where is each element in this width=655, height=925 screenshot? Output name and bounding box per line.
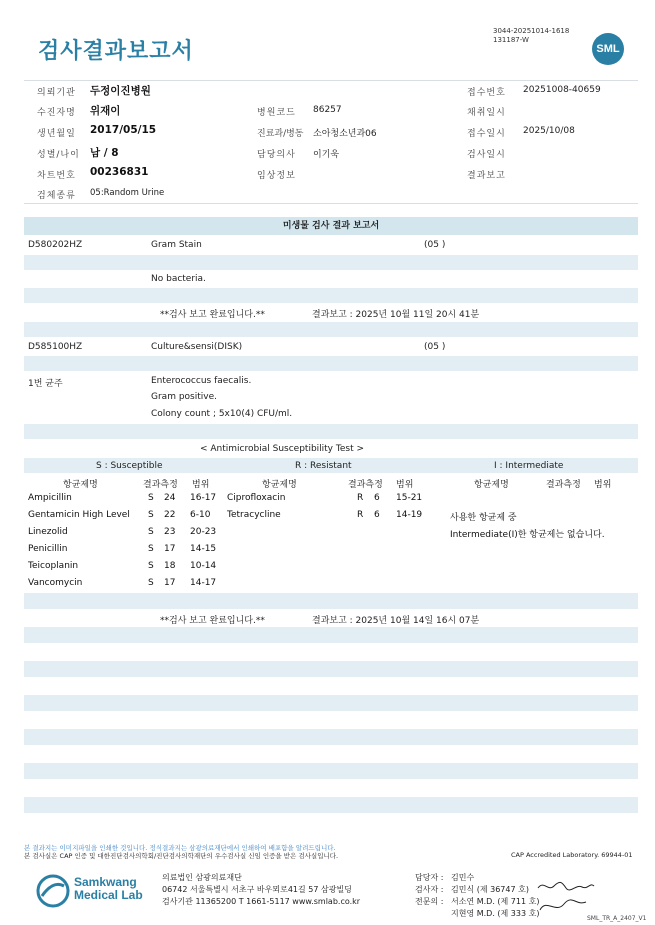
ast-drug: Vancomycin xyxy=(28,578,83,588)
row-band xyxy=(24,424,638,439)
received-value: 2025/10/08 xyxy=(523,126,575,136)
col-header-drug: 항균제명 xyxy=(63,480,98,490)
row-band xyxy=(24,322,638,337)
complete-message-1: **검사 보고 완료입니다.** xyxy=(160,310,265,320)
ast-drug: Ampicillin xyxy=(28,493,72,503)
collected-label: 채취일시 xyxy=(467,108,506,118)
intermediate-note-1: 사용한 항균제 중 xyxy=(450,513,517,523)
legend-susceptible: S : Susceptible xyxy=(96,461,163,471)
row-band xyxy=(24,356,638,371)
legend-resistant: R : Resistant xyxy=(295,461,352,471)
ast-range: 15-21 xyxy=(396,493,423,503)
test2-code: D585100HZ xyxy=(28,342,83,352)
report-title: 검사결과보고서 xyxy=(38,39,194,64)
tested-label: 검사일시 xyxy=(467,150,506,160)
ast-value: 22 xyxy=(164,510,176,520)
sml-logo: SML xyxy=(592,33,624,65)
ast-drug: Gentamicin High Level xyxy=(28,510,130,520)
ast-drug: Penicillin xyxy=(28,544,68,554)
ast-result: S xyxy=(148,527,154,537)
tester-name: 김민식 (제 36747 호) xyxy=(451,885,529,894)
dob-value: 2017/05/15 xyxy=(90,124,157,136)
col-header-drug: 항균제명 xyxy=(474,480,509,490)
ast-result: S xyxy=(148,493,154,503)
document-id xyxy=(493,27,569,45)
brand-line1: Samkwang xyxy=(74,875,137,889)
clinical-label: 임상정보 xyxy=(257,171,296,181)
document-id-line1: 3044-20251014-1618 xyxy=(493,27,570,35)
receipt-no-value: 20251008-40659 xyxy=(523,85,601,95)
doctor-value: 이기욱 xyxy=(313,150,340,160)
accreditation-notice: 본 검사실은 CAP 인증 및 대한진단검사의학회/진단검사의학재단의 우수검사실 신임 인증을 받은 검사실입니다. xyxy=(24,852,339,860)
chart-label: 차트번호 xyxy=(37,171,76,181)
organism-line: Colony count ; 5x10(4) CFU/ml. xyxy=(151,409,293,419)
signature-icon xyxy=(536,878,596,920)
ast-drug: Teicoplanin xyxy=(28,561,79,571)
image-notice: 본 결과지는 이미지파일을 인쇄한 것입니다. 정식결과지는 삼광의료재단에서 인쇄하여 배포함을 알려드립니다. xyxy=(24,844,336,852)
hospital-code-label: 병원코드 xyxy=(257,108,296,118)
staff-label: 담당자 : xyxy=(415,873,444,882)
specimen-label: 검체종류 xyxy=(37,191,76,201)
col-header-result: 결과측정 xyxy=(348,480,383,490)
row-band xyxy=(24,255,638,270)
intermediate-note-2: Intermediate(I)한 항균제는 없습니다. xyxy=(450,530,605,540)
ast-value: 6 xyxy=(374,493,380,503)
col-header-drug: 항균제명 xyxy=(262,480,297,490)
row-band xyxy=(24,797,638,813)
brand-line2: Medical Lab xyxy=(74,888,143,902)
hospital-code-value: 86257 xyxy=(313,105,342,115)
ast-drug: Tetracycline xyxy=(227,510,281,520)
report-time-1: 결과보고 : 2025년 10월 11일 20시 41분 xyxy=(312,310,480,320)
col-header-result: 결과측정 xyxy=(143,480,178,490)
organism-line: Enterococcus faecalis. xyxy=(151,376,252,386)
dept-value: 소아청소년과06 xyxy=(313,129,377,139)
staff-name: 김민수 xyxy=(451,873,475,882)
row-band xyxy=(24,695,638,711)
row-band xyxy=(24,593,638,609)
test1-name: Gram Stain xyxy=(151,240,202,250)
col-header-range: 범위 xyxy=(192,480,210,490)
test1-specimen: (05 ) xyxy=(424,240,446,250)
ast-result: S xyxy=(148,510,154,520)
expert-name-2: 지현영 M.D. (제 333 호) xyxy=(451,909,540,918)
sml-swoosh-logo-icon xyxy=(36,874,70,908)
ast-range: 20-23 xyxy=(190,527,217,537)
row-band xyxy=(24,763,638,779)
dob-label: 생년월일 xyxy=(37,129,76,139)
ast-range: 6-10 xyxy=(190,510,211,520)
ast-drug: Linezolid xyxy=(28,527,68,537)
test1-code: D580202HZ xyxy=(28,240,83,250)
divider xyxy=(24,80,638,81)
report-section-title: 미생물 검사 결과 보고서 xyxy=(24,217,638,235)
org-name: 의료법인 삼광의료재단 xyxy=(162,873,242,882)
test2-name: Culture&sensi(DISK) xyxy=(151,342,243,352)
ast-range: 14-17 xyxy=(190,578,217,588)
expert-name-1: 서소연 M.D. (제 711 호) xyxy=(451,897,540,906)
ast-value: 6 xyxy=(374,510,380,520)
dept-label: 진료과/병동 xyxy=(257,129,304,139)
cap-accreditation: CAP Accredited Laboratory. 69944-01 xyxy=(511,851,633,859)
ast-drug: Ciprofloxacin xyxy=(227,493,286,503)
ast-value: 23 xyxy=(164,527,176,537)
sex-age-value: 남 / 8 xyxy=(90,147,119,159)
ast-value: 18 xyxy=(164,561,176,571)
org-address: 06742 서울특별시 서초구 바우뫼로41길 57 삼광빌딩 xyxy=(162,885,352,894)
test1-result: No bacteria. xyxy=(151,274,206,284)
ast-result: S xyxy=(148,561,154,571)
receipt-no-label: 접수번호 xyxy=(467,88,506,98)
ast-value: 24 xyxy=(164,493,176,503)
ast-result: S xyxy=(148,544,154,554)
row-band xyxy=(24,729,638,745)
org-contact: 검사기관 11365200 T 1661-5117 www.smlab.co.kr xyxy=(162,897,361,906)
name-label: 수진자명 xyxy=(37,108,76,118)
ast-range: 10-14 xyxy=(190,561,217,571)
reported-label: 결과보고 xyxy=(467,171,506,181)
ast-result: R xyxy=(357,510,364,520)
divider xyxy=(24,203,638,204)
hospital-value: 두정이진병원 xyxy=(90,85,151,97)
ast-result: R xyxy=(357,493,364,503)
row-band xyxy=(24,288,638,303)
ast-range: 14-15 xyxy=(190,544,217,554)
form-code: SML_TR_A_2407_V1 xyxy=(587,915,647,922)
report-time-2: 결과보고 : 2025년 10월 14일 16시 07분 xyxy=(312,616,480,626)
brand-name xyxy=(74,876,143,902)
doctor-label: 담당의사 xyxy=(257,150,296,160)
organism-label: 1번 균주 xyxy=(28,379,63,389)
expert-label: 전문의 : xyxy=(415,897,444,906)
row-band xyxy=(24,661,638,677)
complete-message-2: **검사 보고 완료입니다.** xyxy=(160,616,265,626)
received-label: 접수일시 xyxy=(467,129,506,139)
col-header-result: 결과측정 xyxy=(546,480,581,490)
ast-range: 14-19 xyxy=(396,510,423,520)
row-band xyxy=(24,627,638,643)
col-header-range: 범위 xyxy=(594,480,612,490)
ast-result: S xyxy=(148,578,154,588)
ast-value: 17 xyxy=(164,578,176,588)
sex-age-label: 성별/나이 xyxy=(37,150,80,160)
ast-title: < Antimicrobial Susceptibility Test > xyxy=(200,444,364,454)
organism-line: Gram positive. xyxy=(151,392,217,402)
legend-intermediate: I : Intermediate xyxy=(494,461,564,471)
document-id-line2: 131187-W xyxy=(493,36,529,44)
col-header-range: 범위 xyxy=(396,480,414,490)
tester-label: 검사자 : xyxy=(415,885,444,894)
ast-value: 17 xyxy=(164,544,176,554)
test2-specimen: (05 ) xyxy=(424,342,446,352)
chart-value: 00236831 xyxy=(90,166,149,178)
hospital-label: 의뢰기관 xyxy=(37,88,76,98)
ast-range: 16-17 xyxy=(190,493,217,503)
specimen-value: 05:Random Urine xyxy=(90,188,165,198)
name-value: 위재이 xyxy=(90,105,121,117)
